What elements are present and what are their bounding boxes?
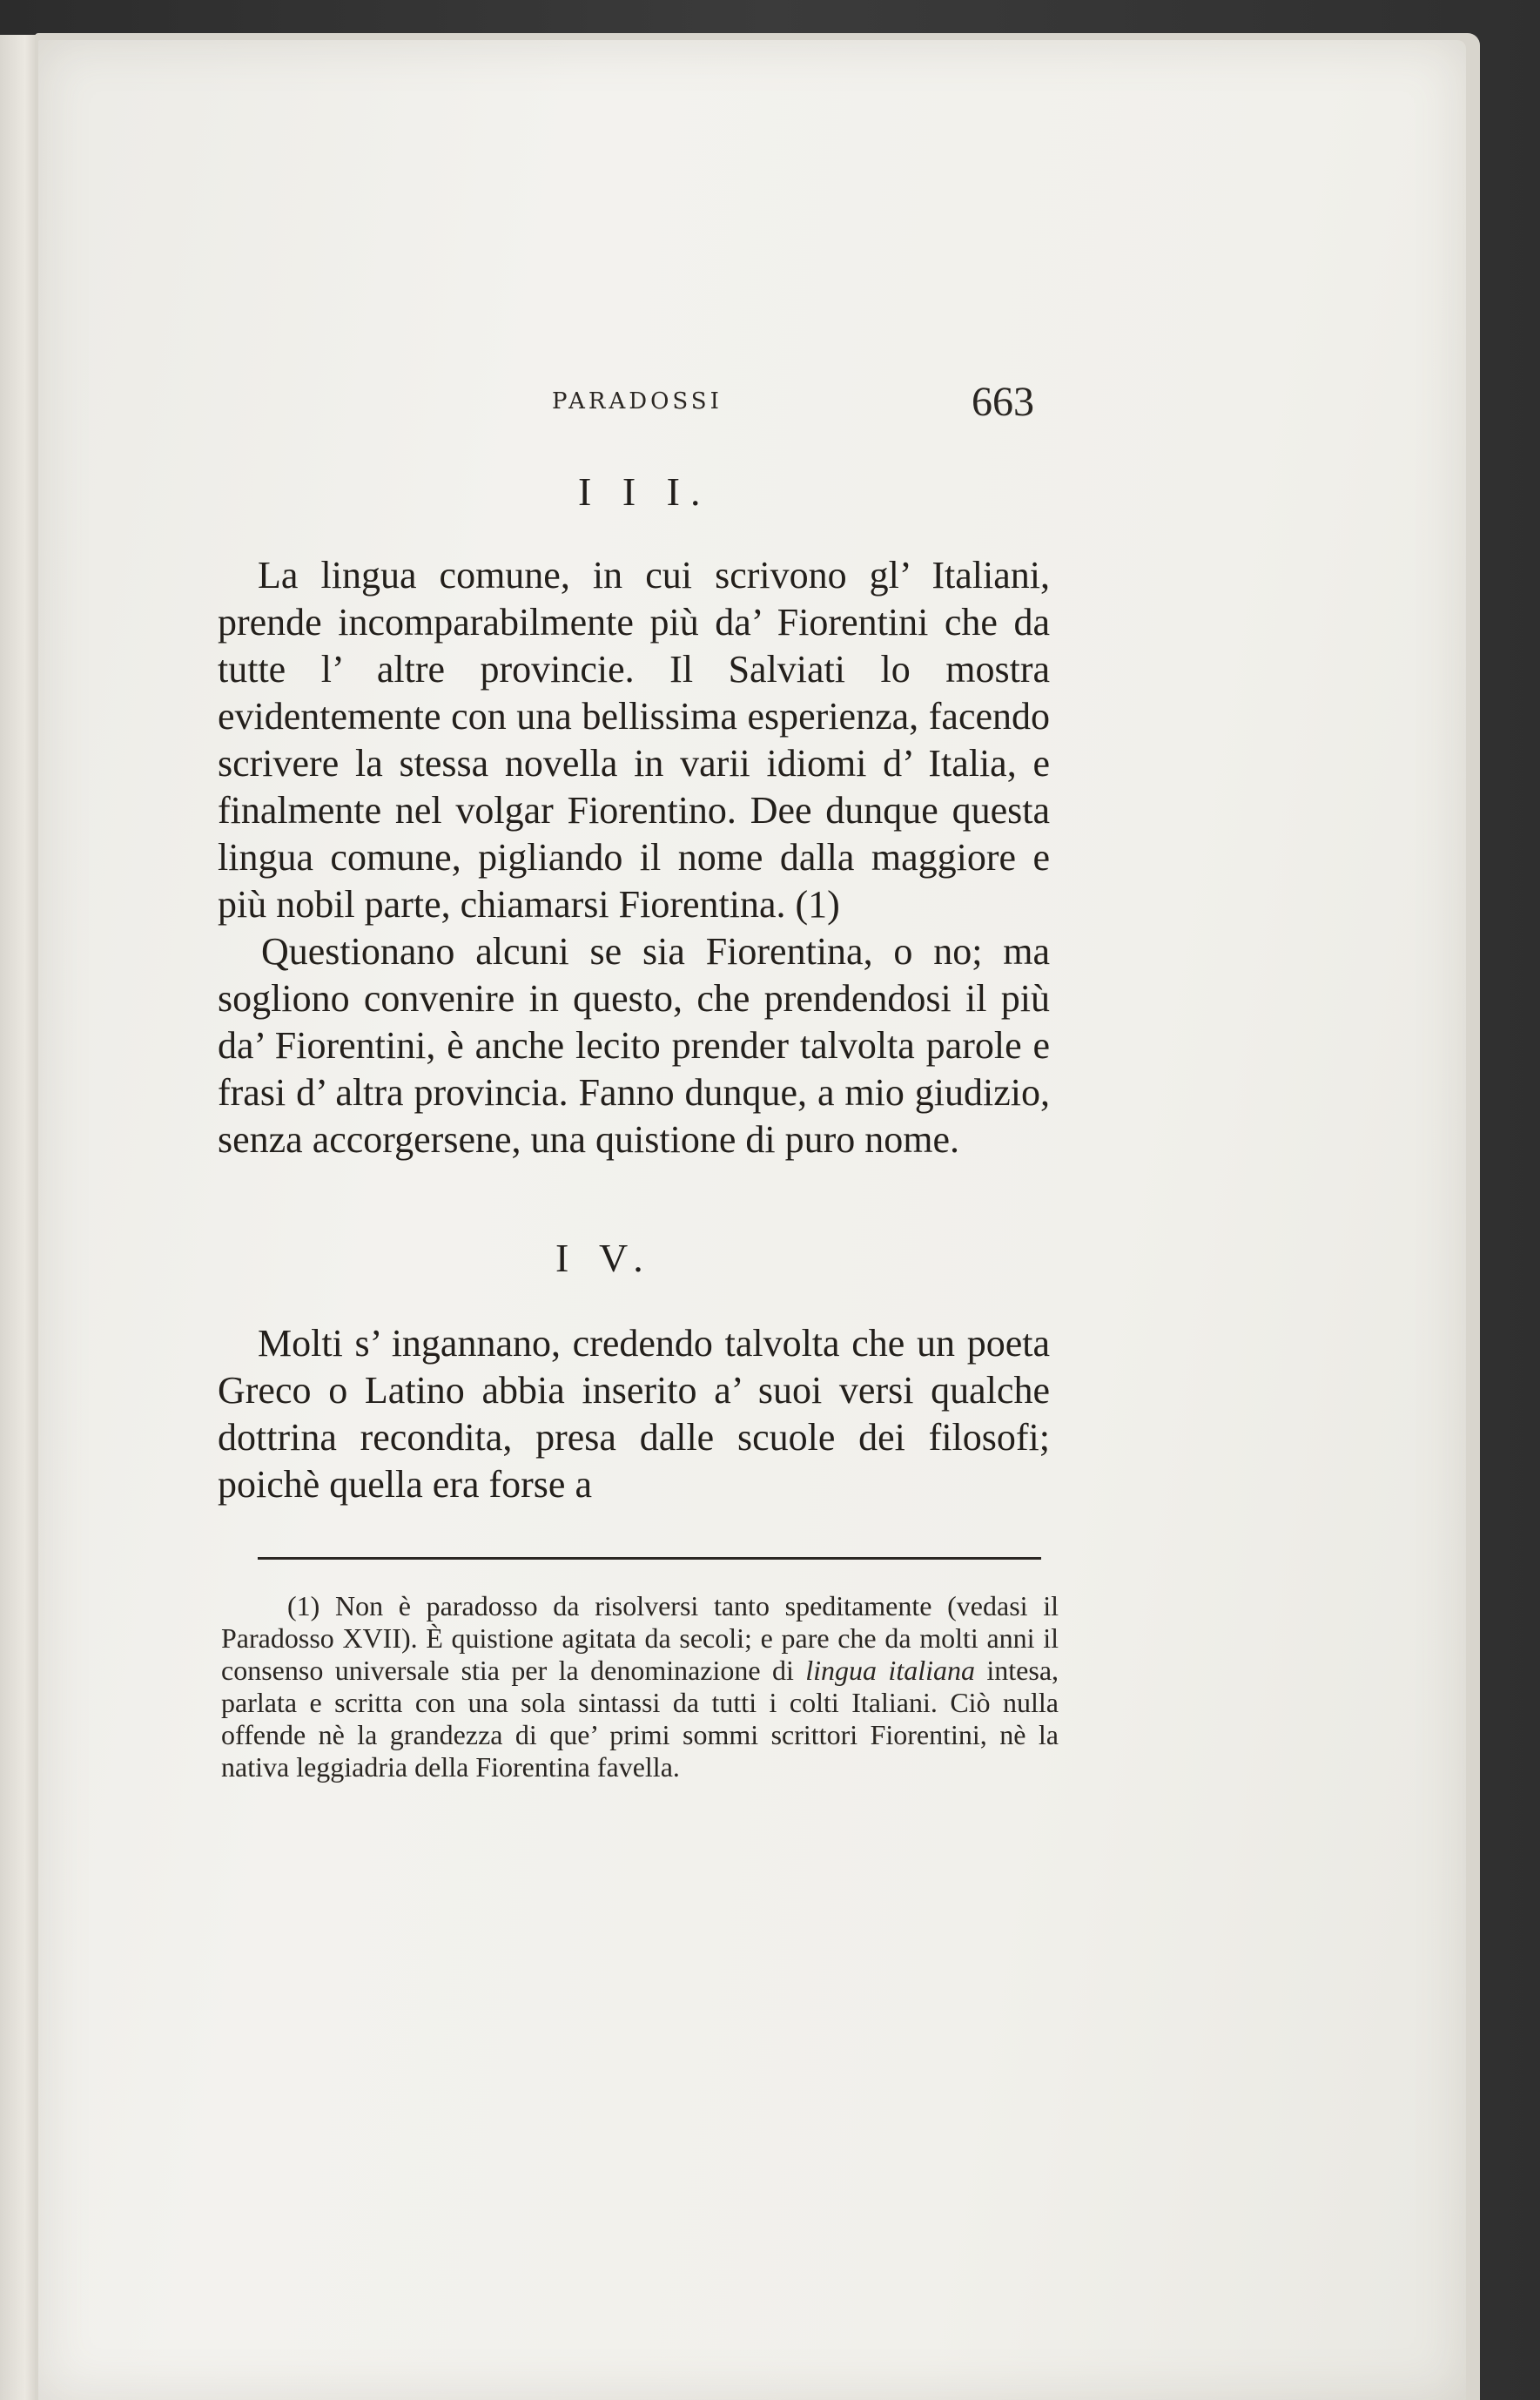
footnote-divider: [258, 1557, 1041, 1560]
footnote-text-start: (1) Non è paradosso da risolversi tanto speditamente (vedasi il Paradosso XVII). È quistione agitata da secoli; e pare che da molti anni il consenso universale stia per la denominazione di: [221, 1590, 1059, 1686]
section-heading-iii: I I I.: [578, 469, 711, 514]
section-heading-iv: I V.: [555, 1236, 654, 1280]
page-content: [38, 40, 1466, 2400]
section-iii-body: [218, 552, 1050, 1163]
paragraph: Questionano alcuni se sia Fiorentina, o no; ma sogliono convenire in questo, che prendendosi il più da’ Fiorentini, è anche lecito prender talvolta parole e frasi d’ altra provincia. Fanno dunque, a mio giudizio, senza accorgersene, una quistione di puro nome.: [218, 930, 1050, 1161]
page-number: 663: [972, 379, 1034, 425]
section-iv-body: [218, 1320, 1050, 1508]
book-page: [38, 40, 1466, 2400]
footnote-text-end: intesa, parlata e scritta con una sola sintassi da tutti i colti Italiani. Ciò nulla offende nè la grandezza di que’ primi sommi scrittori Fiorentini, nè la nativa leggiadria della Fiorentina favella.: [221, 1655, 1059, 1783]
paragraph: La lingua comune, in cui scrivono gl’ Italiani, prende incomparabilmente più da’ Fiorentini che da tutte l’ altre provincie. Il Salviati lo mostra evidentemente con una bellissima esperienza, facendo scrivere la stessa novella in varii idiomi d’ Italia, e finalmente nel volgar Fiorentino. Dee dunque questa lingua comune, pigliando il nome dalla maggiore e più nobil parte, chiamarsi Fiorentina. (1): [218, 554, 1050, 926]
footnote-text: [221, 1590, 1059, 1783]
paragraph: Molti s’ ingannano, credendo talvolta che un poeta Greco o Latino abbia inserito a’ suoi versi qualche dottrina recondita, presa dalle scuole dei filosofi; poichè quella era forse a: [218, 1322, 1050, 1506]
footnote: [221, 1590, 1059, 1783]
running-title: PARADOSSI: [552, 388, 723, 415]
footnote-italic-term: lingua italiana: [805, 1655, 975, 1686]
